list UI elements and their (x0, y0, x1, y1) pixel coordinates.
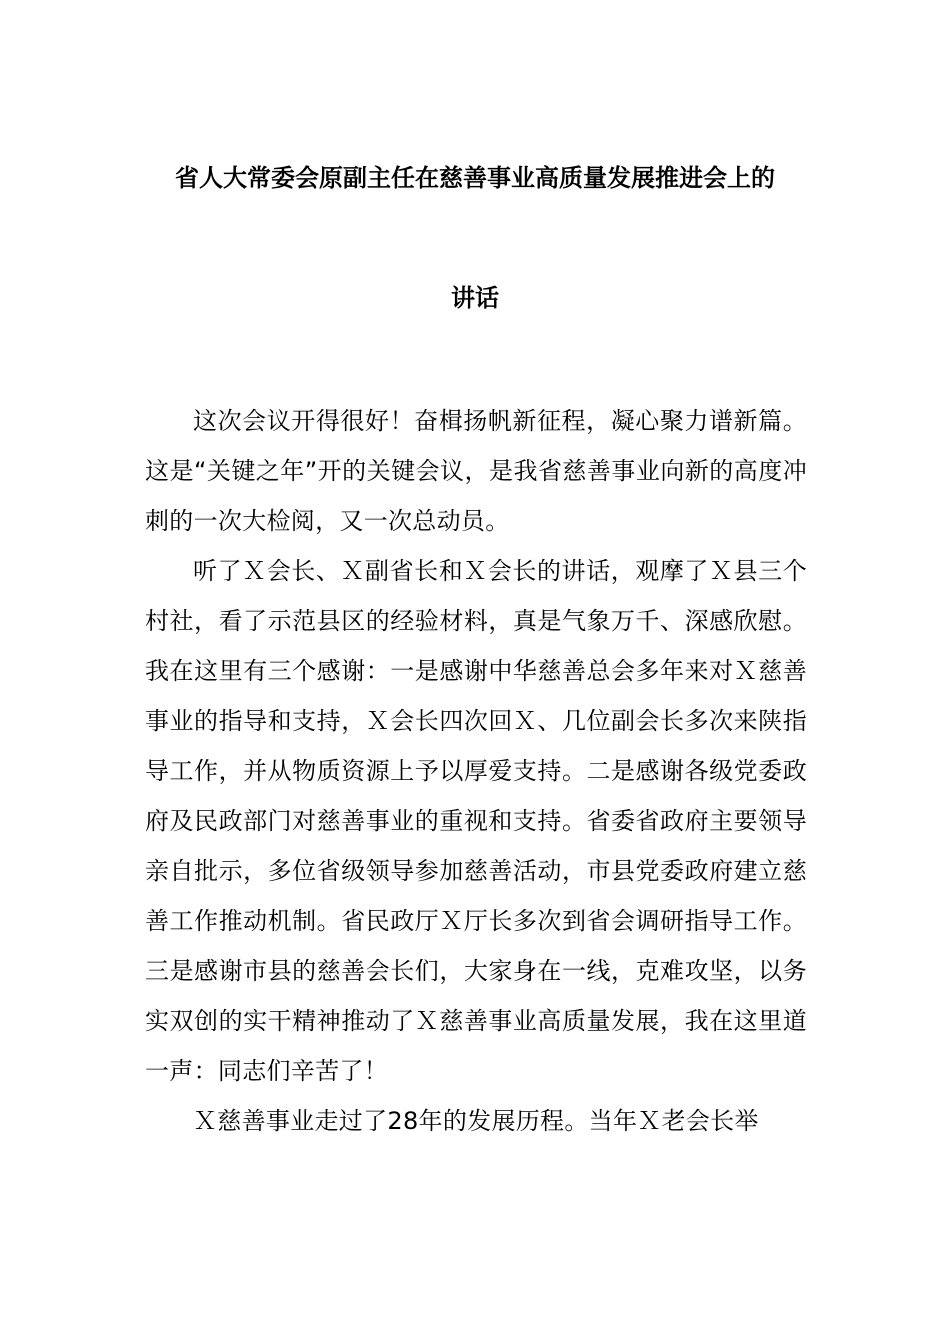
paragraph-2: 听了Ｘ会长、Ｘ副省长和Ｘ会长的讲话，观摩了Ｘ县三个村社，看了示范县区的经验材料，真是气象万千、深感欣慰。我在这里有三个感谢：一是感谢中华慈善总会多年来对Ｘ慈善事业的指导和支持，Ｘ会长四次回Ｘ、几位副会长多次来陕指导工作，并从物质资源上予以厚爱支持。二是感谢各级党委政府及民政部门对慈善事业的重视和支持。省委省政府主要领导亲自批示，多位省级领导参加慈善活动，市县党委政府建立慈善工作推动机制。省民政厅Ｘ厅长多次到省会调研指导工作。三是感谢市县的慈善会长们，大家身在一线，克难攻坚，以务实双创的实干精神推动了Ｘ慈善事业高质量发展，我在这里道一声：同志们辛苦了！ (145, 557, 807, 1085)
document-title-line-1: 省人大常委会原副主任在慈善事业高质量发展推进会上的 (175, 164, 775, 192)
paragraph-1: 这次会议开得很好！奋楫扬帆新征程，凝心聚力谱新篇。这是“关键之年”开的关键会议，是我省慈善事业向新的高度冲刺的一次大检阅，又一次总动员。 (145, 407, 807, 535)
document-title-line-2: 讲话 (451, 284, 499, 312)
document-body (145, 396, 807, 1146)
paragraph-3: Ｘ慈善事业走过了28年的发展历程。当年Ｘ老会长举 (193, 1107, 759, 1135)
